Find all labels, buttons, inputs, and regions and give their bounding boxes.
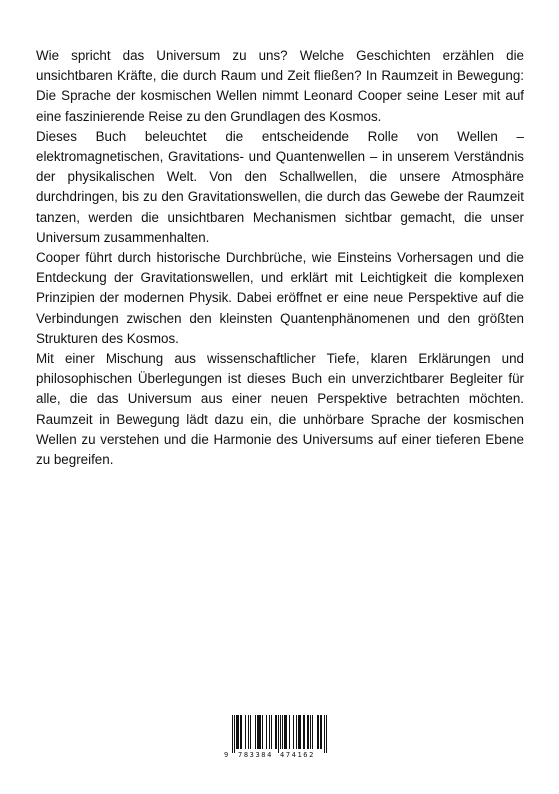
barcode-bar: [248, 715, 249, 749]
barcode-bar: [255, 715, 256, 749]
barcode-left-group: 783384: [238, 751, 273, 759]
barcode-bar: [276, 715, 277, 749]
barcode-bar: [232, 715, 233, 753]
barcode-bar: [259, 715, 260, 749]
barcode-bar: [310, 715, 311, 749]
barcode-bar: [298, 715, 299, 749]
barcode-bar: [250, 715, 251, 749]
barcode-bar: [293, 715, 294, 749]
barcode-digits: [222, 749, 332, 761]
barcode-bar: [317, 715, 318, 749]
barcode-bar: [289, 715, 290, 749]
barcode-bar: [321, 715, 322, 749]
barcode-bar: [299, 715, 300, 749]
barcode-bar: [280, 715, 281, 753]
barcode-bar: [260, 715, 261, 749]
isbn-barcode: [222, 713, 332, 761]
barcode-bar: [245, 715, 246, 749]
barcode-bar: [285, 715, 286, 749]
barcode-bar: [275, 715, 276, 749]
barcode-bar: [324, 715, 325, 753]
barcode-bar: [269, 715, 270, 749]
barcode-bar: [307, 715, 308, 749]
paragraph-waves: Dieses Buch beleuchtet die entscheidende Rolle von Wellen – elektromagnetischen, Gravitations- und Quantenwellen – in unserem Verständnis der physikalischen Welt. Von den Schallwellen, die unsere Atmosphäre durchdringen, bis zu den Gravitationswellen, die durch das Gewebe der Raumzeit tanzen, werden die unsichtbaren Mechanismen sichtbar gemacht, die unser Universum zusammenhalten.: [36, 128, 524, 245]
barcode-bar: [282, 715, 283, 749]
barcode-bar: [278, 715, 279, 753]
barcode-bar: [300, 715, 301, 749]
barcode-bar: [308, 715, 309, 749]
barcode-bar: [237, 715, 238, 749]
barcode-bar: [257, 715, 258, 749]
barcode-bar: [296, 715, 297, 749]
barcode-bar: [262, 715, 263, 749]
barcode-bar: [284, 715, 285, 749]
barcode-bar: [238, 715, 239, 749]
barcode-bar: [312, 715, 313, 749]
paragraph-conclusion: Mit einer Mischung aus wissenschaftlicher Tiefe, klaren Erklärungen und philosophischen Überlegungen ist dieses Buch ein unverzichtbarer Begleiter für alle, die das Universum aus einer neuen Perspektive betrachten möchten. Raumzeit in Bewegung lädt dazu ein, die unhörbare Sprache der kosmischen Wellen zu verstehen und die Harmonie des Universums auf einer tieferen Ebene zu begreifen.: [36, 351, 524, 468]
barcode-bar: [303, 715, 304, 749]
barcode-right-group: 474162: [280, 751, 315, 759]
blurb-text: [36, 46, 524, 470]
barcode-bar: [236, 715, 237, 749]
barcode-bar: [240, 715, 241, 749]
paragraph-intro: Wie spricht das Universum zu uns? Welche Geschichten erzählen die unsichtbaren Kräfte, die durch Raum und Zeit fließen? In Raumzeit in Bewegung: Die Sprache der kosmischen Wellen nimmt Leonard Cooper seine Leser mit auf eine faszinierende Reise zu den Grundlagen des Kosmos.: [36, 48, 524, 124]
barcode-bar: [258, 715, 259, 749]
paragraph-breakthroughs: Cooper führt durch historische Durchbrüche, wie Einsteins Vorhersagen und die Entdeckung der Gravitationswellen, und erklärt mit Leichtigkeit die komplexen Prinzipien der modernen Physik. Dabei eröffnet er eine neue Perspektive auf die Verbindungen zwischen den kleinsten Quantenphänomenen und den größten Strukturen des Kosmos.: [36, 250, 524, 346]
barcode-bar: [320, 715, 321, 749]
barcode-bar: [326, 715, 327, 753]
barcode-bar: [241, 715, 242, 749]
barcode-bar: [286, 715, 287, 749]
barcode-bar: [304, 715, 305, 749]
barcode-bar: [318, 715, 319, 749]
barcode-bar: [266, 715, 267, 749]
barcode-first-digit: 9: [224, 751, 229, 759]
barcode-bar: [271, 715, 272, 749]
barcode-bar: [234, 715, 235, 753]
